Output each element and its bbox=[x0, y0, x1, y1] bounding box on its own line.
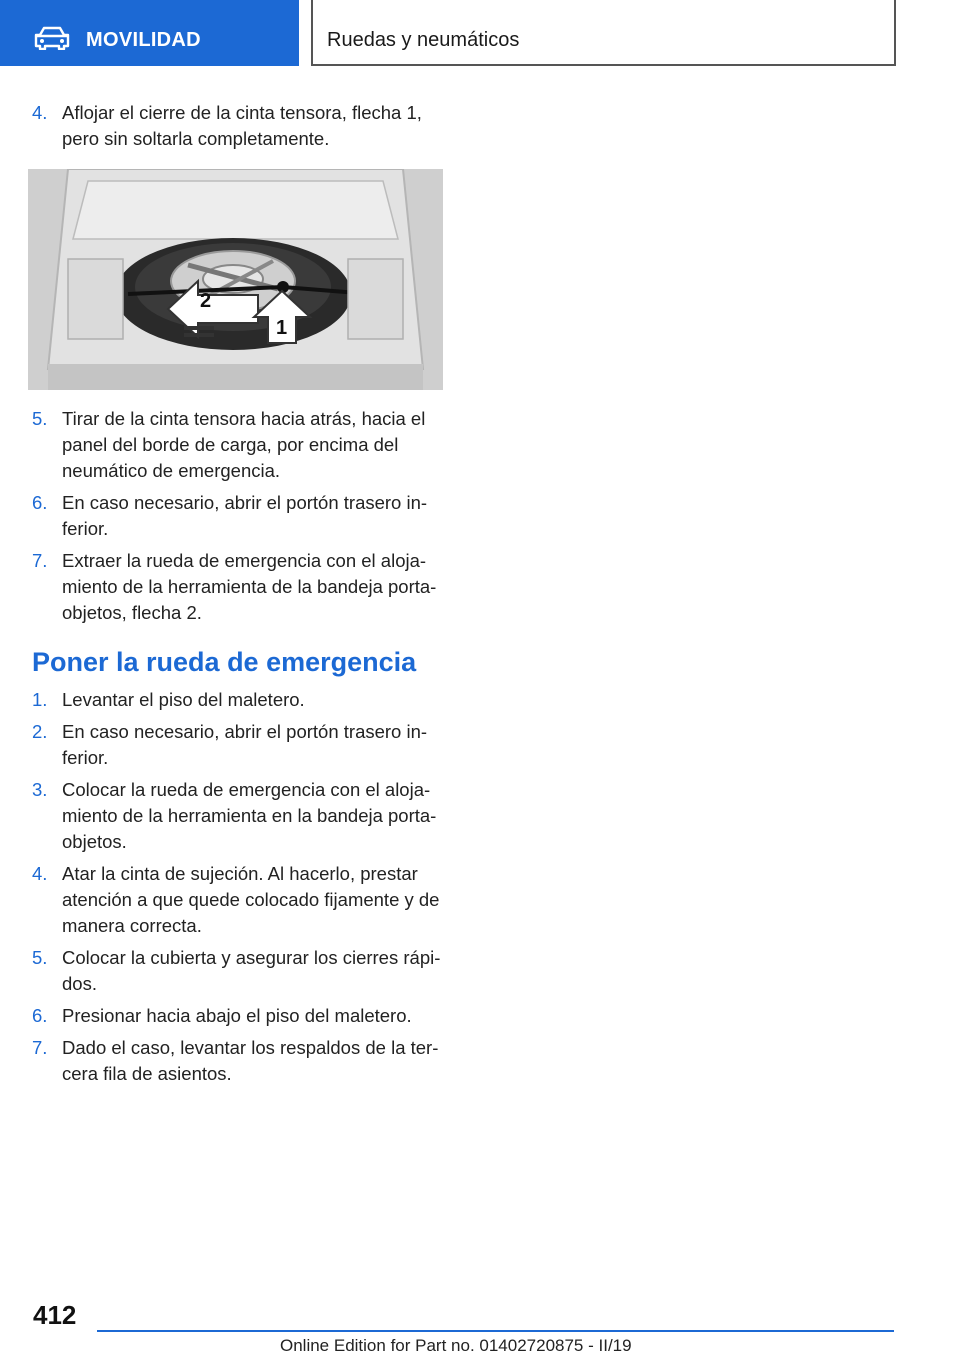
list-item bbox=[32, 945, 444, 997]
list-item bbox=[32, 406, 444, 484]
step-text: Colocar la rueda de emergencia con el aloja-miento de la herramienta en la bandeja porta-objetos. bbox=[62, 779, 437, 852]
step-list-removal-end bbox=[32, 406, 444, 626]
step-text: Aflojar el cierre de la cinta tensora, flecha 1, pero sin soltarla completamente. bbox=[62, 102, 422, 149]
step-number: 4. bbox=[32, 102, 48, 123]
spare-wheel-illustration bbox=[28, 169, 443, 390]
step-text: Extraer la rueda de emergencia con el aloja-miento de la herramienta de la bandeja porta-objetos, flecha 2. bbox=[62, 550, 437, 623]
step-number: 6. bbox=[32, 1005, 48, 1026]
arrow-label-1: 1 bbox=[276, 317, 288, 339]
step-number: 7. bbox=[32, 550, 48, 571]
section-tab[interactable] bbox=[0, 0, 299, 66]
step-number: 3. bbox=[32, 779, 48, 800]
list-item bbox=[32, 1003, 444, 1029]
step-list-install bbox=[32, 687, 444, 1087]
step-text: En caso necesario, abrir el portón trasero in-ferior. bbox=[62, 492, 428, 539]
arrow-label-2: 2 bbox=[200, 290, 212, 312]
step-number: 7. bbox=[32, 1037, 48, 1058]
step-text: En caso necesario, abrir el portón trasero in-ferior. bbox=[62, 721, 428, 768]
list-item bbox=[32, 490, 444, 542]
section-label: MOVILIDAD bbox=[86, 29, 201, 51]
step-text: Colocar la cubierta y asegurar los cierres rápi-dos. bbox=[62, 947, 441, 994]
list-item bbox=[32, 1035, 444, 1087]
chapter-tab[interactable] bbox=[311, 0, 896, 66]
list-item bbox=[32, 100, 444, 152]
page-header bbox=[0, 0, 960, 66]
chapter-label: Ruedas y neumáticos bbox=[327, 29, 520, 51]
step-text: Atar la cinta de sujeción. Al hacerlo, prestar atención a que quede colocado fijamente y de manera correcta. bbox=[62, 863, 440, 936]
car-icon bbox=[34, 26, 70, 50]
step-number: 1. bbox=[32, 689, 48, 710]
list-item bbox=[32, 548, 444, 626]
list-item bbox=[32, 687, 444, 713]
step-number: 4. bbox=[32, 863, 48, 884]
step-number: 2. bbox=[32, 721, 48, 742]
list-item bbox=[32, 719, 444, 771]
footer-divider bbox=[97, 1330, 894, 1332]
edition-note: Online Edition for Part no. 01402720875 - II/19 bbox=[280, 1336, 632, 1355]
list-item bbox=[32, 861, 444, 939]
section-heading: Poner la rueda de emergencia bbox=[32, 647, 417, 677]
step-text: Presionar hacia abajo el piso del maletero. bbox=[62, 1005, 412, 1026]
trunk-diagram bbox=[28, 169, 443, 390]
step-text: Dado el caso, levantar los respaldos de la ter-cera fila de asientos. bbox=[62, 1037, 439, 1084]
step-text: Levantar el piso del maletero. bbox=[62, 689, 305, 710]
step-text: Tirar de la cinta tensora hacia atrás, hacia el panel del borde de carga, por encima del neumático de emergencia. bbox=[62, 408, 426, 481]
step-number: 5. bbox=[32, 408, 48, 429]
main-content bbox=[32, 100, 444, 1093]
step-list-removal bbox=[32, 100, 444, 152]
step-number: 5. bbox=[32, 947, 48, 968]
step-number: 6. bbox=[32, 492, 48, 513]
list-item bbox=[32, 777, 444, 855]
page-number: 412 bbox=[33, 1300, 77, 1330]
